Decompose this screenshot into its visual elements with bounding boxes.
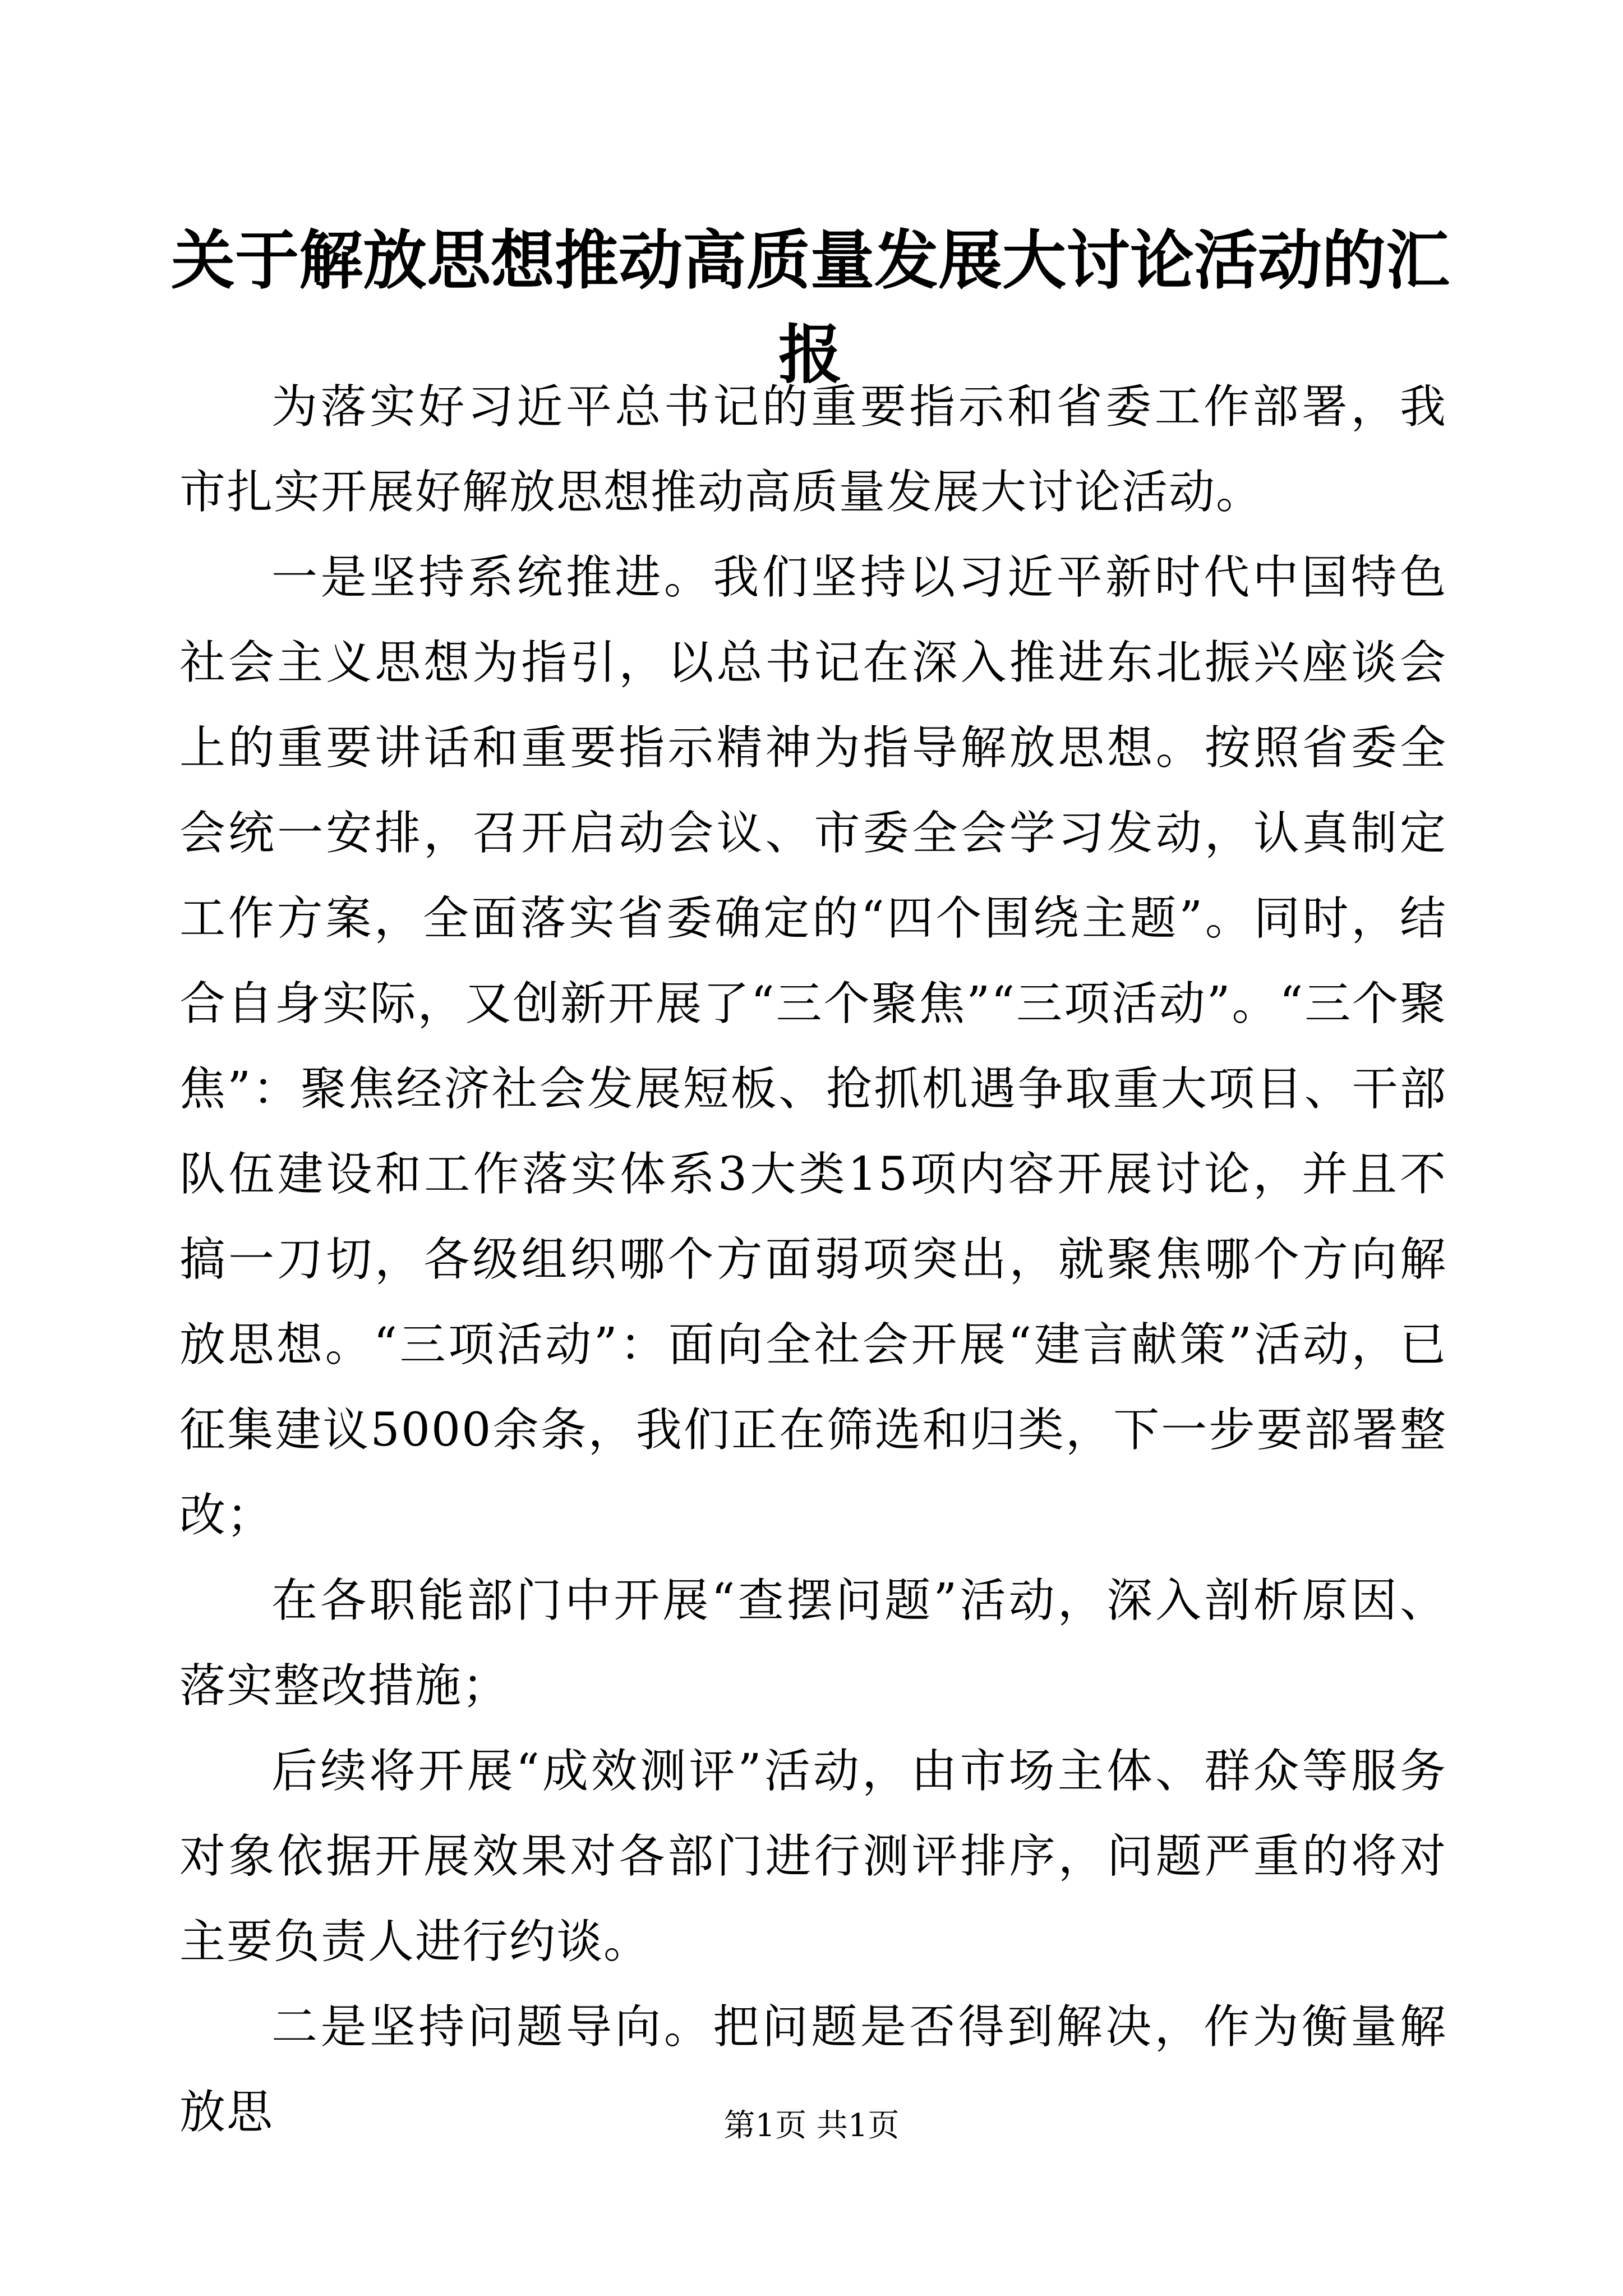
body-paragraph: 一是坚持系统推进。我们坚持以习近平新时代中国特色社会主义思想为指引，以总书记在深入推进东北振兴座谈会上的重要讲话和重要指示精神为指导解放思想。按照省委全会统一安排，召开启动会议、市委全会学习发动，认真制定工作方案，全面落实省委确定的“四个围绕主题”。同时，结合自身实际，又创新开展了“三个聚焦”“三项活动”。“三个聚焦”：聚焦经济社会发展短板、抢抓机遇争取重大项目、干部队伍建设和工作落实体系3大类15项内容开展讨论，并且不搞一刀切，各级组织哪个方面弱项突出，就聚焦哪个方向解放思想。“三项活动”：面向全社会开展“建言献策”活动，已征集建议5000余条，我们正在筛选和归类，下一步要部署整改； [179, 551, 1447, 1542]
body-paragraph: 后续将开展“成效测评”活动，由市场主体、群众等服务对象依据开展效果对各部门进行测评排序，问题严重的将对主要负责人进行约谈。 [179, 1745, 1447, 1968]
body-paragraph: 在各职能部门中开展“查摆问题”活动，深入剖析原因、落实整改措施； [179, 1574, 1447, 1713]
body-paragraph: 二是坚持问题导向。把问题是否得到解决，作为衡量解放思 [179, 2000, 1447, 2139]
document-body [179, 365, 1447, 2155]
body-paragraph: 为落实好习近平总书记的重要指示和省委工作部署，我市扎实开展好解放思想推动高质量发展大讨论活动。 [179, 380, 1447, 519]
document-title: 关于解放思想推动高质量发展大讨论活动的汇报 [170, 223, 1450, 392]
page-footer: 第1页 共1页 [723, 2108, 900, 2144]
